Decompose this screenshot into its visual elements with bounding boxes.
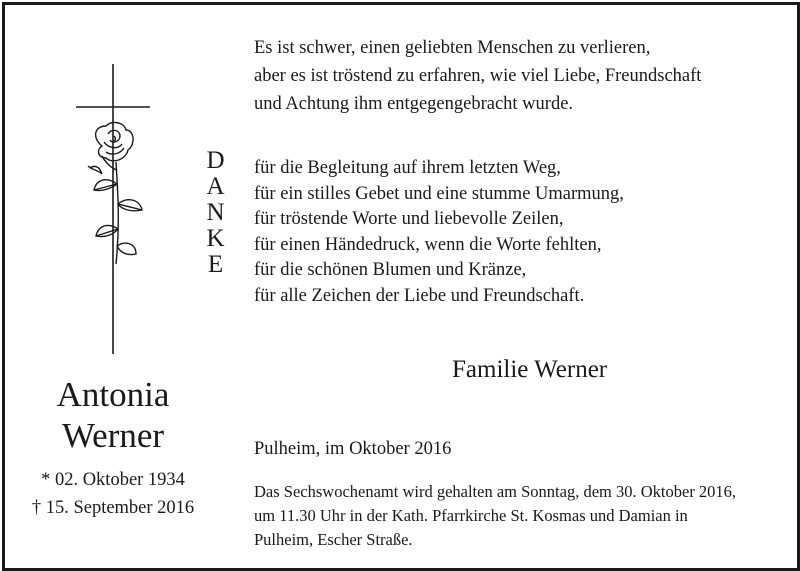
notice-line: Pulheim, Escher Straße. bbox=[254, 530, 413, 549]
first-name: Antonia bbox=[56, 375, 170, 414]
thanks-list bbox=[254, 156, 624, 309]
intro-line: aber es ist tröstend zu erfahren, wie viel Liebe, Freundschaft bbox=[254, 66, 702, 86]
danke-letter: N bbox=[206, 199, 226, 226]
thanks-line: für die schönen Blumen und Kränze, bbox=[254, 260, 527, 280]
notice-line: Das Sechswochenamt wird gehalten am Sonntag, dem 30. Oktober 2016, bbox=[254, 482, 737, 501]
rose-icon bbox=[88, 123, 142, 264]
thanks-line: für ein stilles Gebet und eine stumme Umarmung, bbox=[254, 183, 624, 204]
cross-with-rose-symbol bbox=[60, 64, 170, 354]
place-and-date: Pulheim, im Oktober 2016 bbox=[254, 439, 452, 459]
life-dates bbox=[0, 466, 226, 522]
family-signature: Familie Werner bbox=[452, 356, 608, 383]
thanks-line: für einen Händedruck, wenn die Worte fehlten, bbox=[254, 234, 602, 255]
deceased-name bbox=[0, 374, 226, 456]
thanks-line: für alle Zeichen der Liebe und Freundschaft. bbox=[254, 285, 585, 306]
danke-letter: E bbox=[207, 251, 225, 278]
danke-vertical-word bbox=[200, 148, 232, 278]
memorial-service-notice bbox=[254, 480, 736, 552]
last-name: Werner bbox=[61, 416, 165, 455]
danke-letter: A bbox=[206, 173, 226, 200]
thanks-line: für tröstende Worte und liebevolle Zeilen, bbox=[254, 209, 564, 229]
thanks-line: für die Begleitung auf ihrem letzten Weg, bbox=[254, 158, 561, 178]
death-date: † 15. September 2016 bbox=[31, 498, 195, 518]
intro-line: Es ist schwer, einen geliebten Menschen zu verlieren, bbox=[254, 38, 651, 58]
intro-line: und Achtung ihm entgegengebracht wurde. bbox=[254, 94, 574, 114]
danke-letter: D bbox=[206, 147, 226, 174]
notice-line: um 11.30 Uhr in der Kath. Pfarrkirche St. Kosmas und Damian in bbox=[254, 506, 688, 525]
birth-date: * 02. Oktober 1934 bbox=[41, 470, 185, 490]
intro-paragraph bbox=[254, 34, 701, 118]
danke-letter: K bbox=[206, 225, 226, 252]
